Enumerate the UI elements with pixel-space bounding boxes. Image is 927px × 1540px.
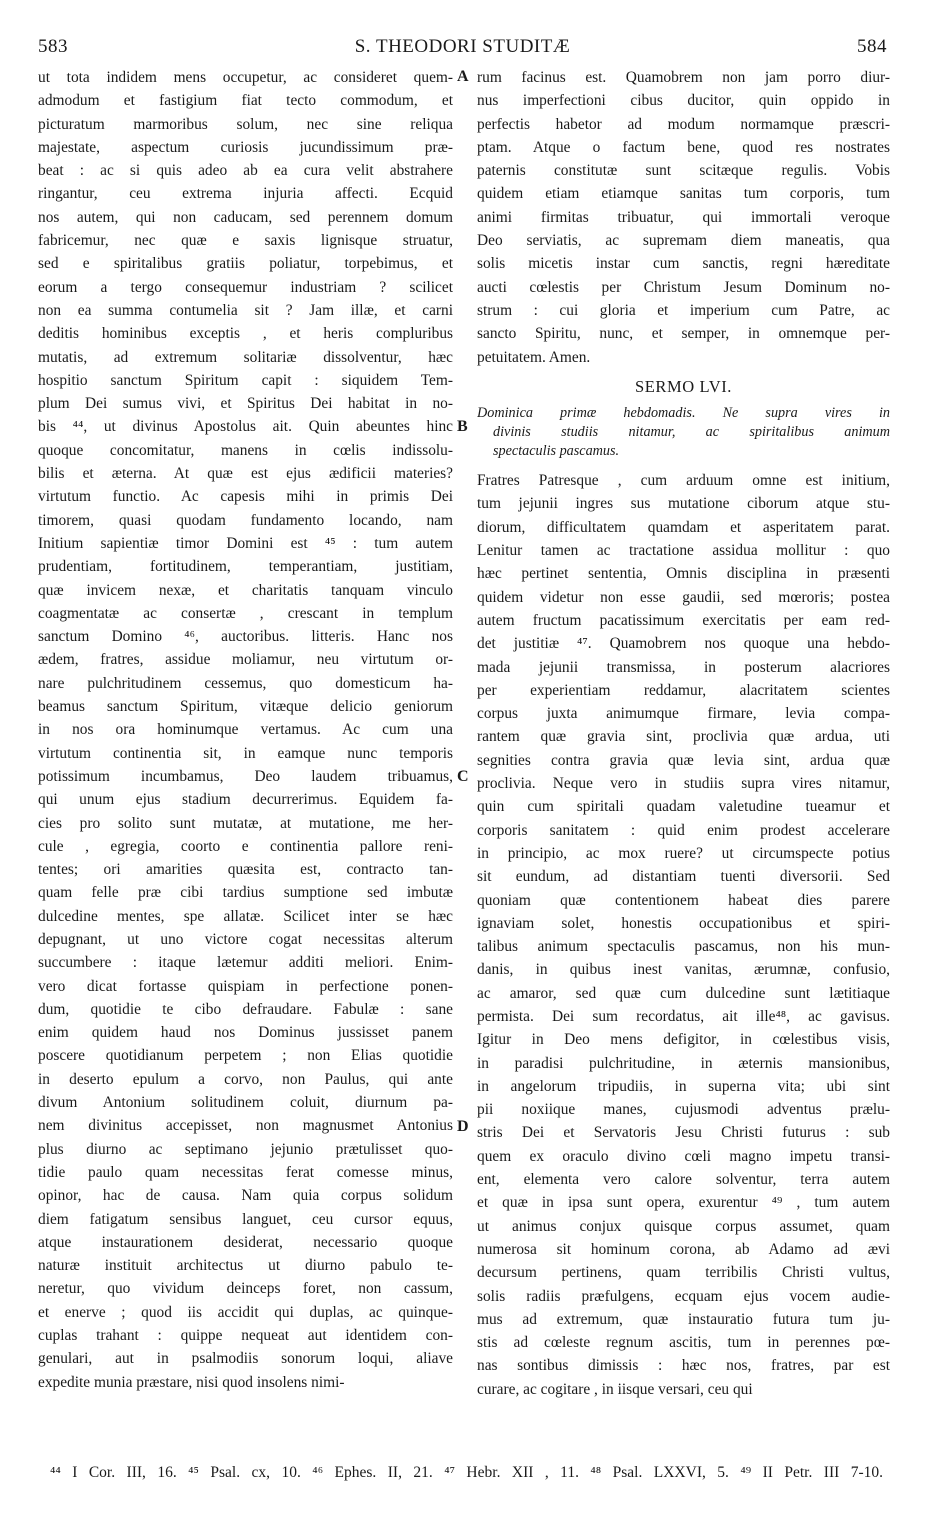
text-line: talibus animum spectaculis pascamus, non his mun- [477,938,890,956]
text-line: diorum, difficultatem quamdam et asperitatem parat. [477,518,890,536]
text-line: nos autem, qui non caducam, sed perennem domum [38,208,453,226]
text-line: dulcedine mentes, spe allatæ. Scilicet inter se hæc [38,907,453,925]
text-line: quem ex oraculo divino cœli magno impetu transi- [477,1147,890,1165]
text-line: quidem etiam etiamque sanitas tum corporis, tum [477,185,890,203]
text-line: admodum et fastigium fiat tecto commodum, et [38,92,453,110]
sermon-body [477,469,890,1401]
text-line: in angelorum tripudiis, in superna vita; ubi sint [477,1077,890,1095]
text-line: depugnant, ut uno victore cogat necessitas alterum [38,930,453,948]
text-line: plus diurno ac septimano jejunio prætulisset quo- [38,1140,453,1158]
text-line: majestate, aspectum curiosis jucundissimum præ- [38,138,453,156]
text-line: paternis constitutæ sunt scitæque regulis. Vobis [477,162,890,180]
text-line: bilis et æterna. At quæ est ejus ædificii materies? [38,465,453,483]
text-line: sanctum Domino ⁴⁶, auctoribus. litteris. Hanc nos [38,628,453,646]
text-line: plum Dei sumus vivi, et Spiritus Dei habitat in no- [38,395,453,413]
text-line: proclivia. Neque vero in studiis supra vires nitamur, [477,775,890,793]
text-line: corporis sanitatem : quid enim prodest accelerare [477,821,890,839]
text-line: cuplas trahant : quippe nequeat aut identidem con- [38,1327,453,1345]
page-number-right: 584 [857,36,887,57]
text-line: quidem videtur non esse gaudii, sed mœroris; postea [477,588,890,606]
margin-mark-d: D [457,1118,469,1135]
text-line: Fratres Patresque , cum arduum omne est initium, [477,472,890,490]
text-line: quam felle præ cibi tardius sumptione sed imbutæ [38,884,453,902]
text-line: perfectis habetor ad modum normamque præscri- [477,115,890,133]
text-line: ent, elementa vero calore solventur, terra autem [477,1171,890,1189]
text-line: Igitur in Deo mens defigitor, in cœlestibus visis, [477,1031,890,1049]
sermon-subtitle [477,404,890,461]
text-line: ut tota indidem mens occupetur, ac consideret quem- [38,69,453,86]
text-line: ringantur, ceu extrema injuria affecti. Ecquid [38,185,453,203]
text-line: nem divinitus accepisset, non magnusmet Antonius [38,1117,453,1135]
margin-mark-a: A [457,68,469,85]
text-line: fabricemur, nec quæ e saxis lignisque struatur, [38,232,453,250]
text-line: prudentiam, fortitudinem, temperantiam, justitiam, [38,558,453,576]
text-line: in principio, ac mox ruere? ut circumspecte potius [477,844,890,862]
text-line: ædem, fratres, assidue moliamur, neu virtutum or- [38,651,453,669]
text-line: virtutum functio. Ac capesis mihi in primis Dei [38,488,453,506]
text-line: cies pro solito sunt mutatæ, at mutatione, me her- [38,814,453,832]
text-line: Deo serviatis, ac supremam diem maneatis, qua [477,232,890,250]
text-line: naturæ instituit architectus ut diurno pabulo te- [38,1257,453,1275]
text-line: sed e spiritalibus gratiis poliatur, torpebimus, et [38,255,453,273]
text-line: cule , egregia, coorto e continentia pallore reni- [38,837,453,855]
text-line: deditis hominibus exceptis , et heris compluribus [38,325,453,343]
footnotes: ⁴⁴ I Cor. III, 16. ⁴⁵ Psal. cx, 10. ⁴⁶ Ephes. II, 21. ⁴⁷ Hebr. XII , 11. ⁴⁸ Psal. LXXVI, 5. ⁴⁹ II Petr. III 7-10. [50,1464,883,1481]
text-line: mada jejunii transmissa, in posterum alacriores [477,658,890,676]
sermon-conclusion [477,66,890,369]
text-line: neretur, quo vividum deinceps foret, non cassum, [38,1280,453,1298]
text-line: eorum a tergo consequemur industriam ? scilicet [38,278,453,296]
text-line: in deserto epulum a corvo, non Paulus, qui ante [38,1070,453,1088]
text-line: spectaculis pascamus. [493,443,620,460]
text-line: segnities contra gravia quæ levia sint, ardua quæ [477,751,890,769]
text-line: hæc pertinet sententia, Omnis disciplina in præsenti [477,565,890,583]
text-line: ptam. Atque o factum bene, quod res nostrates [477,138,890,156]
text-line: animi firmitas tribuatur, qui immortali veroque [477,208,890,226]
text-line: ignaviam solet, honestis occupationibus et spiri- [477,914,890,932]
margin-mark-c: C [457,768,469,785]
margin-mark-b: B [457,418,468,435]
text-line: strum : cui gloria et imperium cum Patre, ac [477,301,890,319]
text-line: in paradisi pulchritudine, in æternis mansionibus, [477,1054,890,1072]
text-line: picturatum marmoribus solum, nec sine reliqua [38,115,453,133]
text-line: non ea summa contumelia sit ? Jam illæ, et carni [38,301,453,319]
text-line: quæ invicem nexæ, et charitatis tanquam vinculo [38,581,453,599]
text-line: nare pulchritudinem cessemus, quo domesticum ha- [38,674,453,692]
page-header [38,36,887,64]
text-line: det justitiæ ⁴⁷. Quamobrem nos quoque una hebdo- [477,635,890,653]
text-line: petuitatem. Amen. [477,348,591,366]
running-title: S. THEODORI STUDITÆ [354,36,571,57]
text-line: divum Antonium solitudinem coluit, diurnum pa- [38,1094,453,1112]
text-line: diem fatigatum sensibus languet, ceu cursor equus, [38,1210,453,1228]
text-line: rantem quæ gravia sint, proclivia quæ ardua, uti [477,728,890,746]
text-line: solis radiis præfulgens, ecquam ejus vocem audie- [477,1287,890,1305]
text-line: genulari, aut in psalmodiis sonorum loqui, aliave [38,1350,453,1368]
text-line: expedite munia præstare, nisi quod insolens nimi- [38,1373,345,1391]
text-line: mus ad extremum, quæ instauratio futura tum ju- [477,1310,890,1328]
text-line: ut animus conjux quisque corpus assumet, quam [477,1217,890,1235]
text-line: permista. Dei sum recordatus, ait ille⁴⁸, ac gavisus. [477,1007,890,1025]
text-line: in nos ora hominumque vertamus. Ac cum una [38,721,453,739]
text-line: Initium sapientiæ timor Domini est ⁴⁵ : tum autem [38,534,453,552]
text-line: vero dicat fortasse quispiam in perfectione ponen- [38,977,453,995]
text-line: Dominica primæ hebdomadis. Ne supra vires in [477,405,890,422]
text-line: decursum pertinens, quam terribilis Christi vultus, [477,1264,890,1282]
text-line: tum jejunii ingres sus mutatione ciborum atque stu- [477,495,890,513]
text-line: coagmentatæ ac consertæ , crescant in templum [38,604,453,622]
text-line: poscere quotidianum perpetem ; non Elias quotidie [38,1047,453,1065]
left-column [38,66,453,1394]
text-line: nus imperfectioni cibus ducitor, quin oppido in [477,92,890,110]
text-line: hospitio sanctum Spiritum capit : siquidem Tem- [38,371,453,389]
text-line: et quæ in ipsa sunt opera, exurentur ⁴⁹ , tum autem [477,1194,890,1212]
text-line: et enerve ; quod iis accidit qui duplas, ac quinque- [38,1303,453,1321]
text-line: solis micetis instar cum sanctis, regni hæreditate [477,255,890,273]
text-line: rum facinus est. Quamobrem non jam porro diur- [477,69,890,86]
text-line: tentes; ori amarities quæsita est, contracto tan- [38,861,453,879]
right-column [477,66,890,1401]
text-line: sancto Spiritu, nunc, et semper, in omnemque per- [477,325,890,343]
text-line: divinis studiis nitamur, ac spiritalibus animum [493,424,890,441]
text-line: qui unum ejus stadium decurrerimus. Equidem fa- [38,791,453,809]
text-line: curare, ac cogitare , in iisque versari, ceu qui [477,1380,753,1398]
text-line: quin cum spiritali quadam valetudine tueamur et [477,798,890,816]
text-line: nas sontibus dimissis : hæc nos, fratres, par est [477,1357,890,1375]
text-line: dum, quotidie te cibo defraudare. Fabulæ : sane [38,1000,453,1018]
sermon-title: SERMO LVI. [634,376,733,396]
text-line: quoniam quæ contentionem habeat dies parere [477,891,890,909]
text-line: quoque concomitatur, manens in cœlis indissolu- [38,441,453,459]
text-line: stris Dei et Servatoris Jesu Christi futurus : sub [477,1124,890,1142]
text-line: opinor, hac de causa. Nam quia corpus solidum [38,1187,453,1205]
text-line: corpus juxta animumque firmare, levia compa- [477,705,890,723]
text-line: stis ad cœleste regnum ascitis, tum in perennes pœ- [477,1334,890,1352]
text-line: numerosa sit hominum corona, ab Adamo ad ævi [477,1240,890,1258]
text-line: enim quidem haud nos Dominus jussisset panem [38,1024,453,1042]
text-line: danis, in quibus inest vanitas, ærumnæ, confusio, [477,961,890,979]
text-line: mutatis, ad extremum solitariæ dissolventur, hæc [38,348,453,366]
text-line: timorem, quasi quodam fundamento locando, nam [38,511,453,529]
text-line: potissimum incumbamus, Deo laudem tribuamus, [38,767,453,785]
text-line: succumbere : itaque lætemur additi meliori. Enim- [38,954,453,972]
text-line: aucti cœlestis per Christum Jesum Dominum no- [477,278,890,296]
text-line: per experientiam reddamur, alacritatem scientes [477,681,890,699]
text-line: pii noxiique manes, cujusmodi adventus prælu- [477,1101,890,1119]
text-line: tidie paulo quam necessitas ferat comesse minus, [38,1163,453,1181]
text-line: bis ⁴⁴, ut divinus Apostolus ait. Quin abeuntes hinc [38,418,453,436]
text-line: ac amaror, sed quæ cum dulcedine sunt lætitiaque [477,984,890,1002]
text-line: sit eundum, ad distantiam tuenti diversorii. Sed [477,868,890,886]
text-line: autem fructum pacatissimum exercitatis per eam red- [477,611,890,629]
text-line: beat : ac si quis adeo ab ea cura velit abstrahere [38,162,453,180]
text-line: atque instaurationem desiderat, necessario quoque [38,1233,453,1251]
text-line: beamus sanctum Spiritum, vitæque delicio geniorum [38,698,453,716]
text-line: virtutum continentia sit, in eamque nunc temporis [38,744,453,762]
text-line: Lenitur tamen ac tractatione assidua mollitur : quo [477,542,890,560]
page-number-left: 583 [38,36,68,57]
